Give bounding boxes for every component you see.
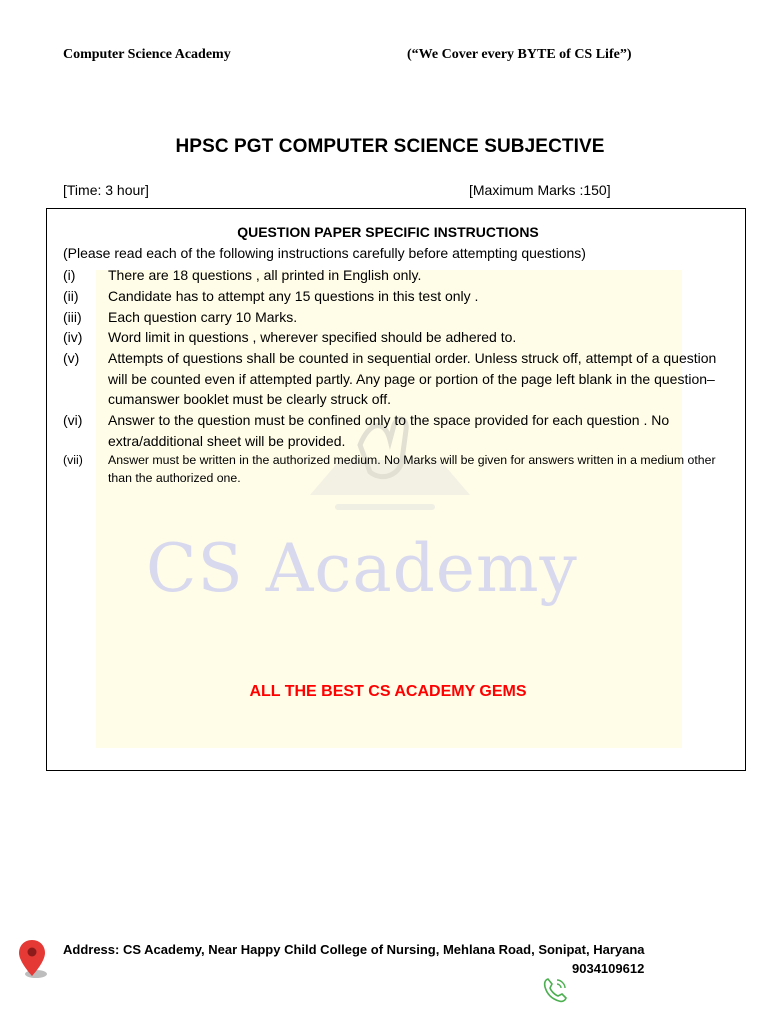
best-wishes-text: ALL THE BEST CS ACADEMY GEMS [249, 683, 527, 700]
instruction-text: Word limit in questions , wherever specified should be adhered to. [108, 329, 517, 345]
instruction-text: There are 18 questions , all printed in English only. [108, 267, 422, 283]
instructions-subtitle: (Please read each of the following instructions carefully before attempting questions) [63, 245, 586, 261]
max-marks-label: [Maximum Marks :150] [469, 182, 611, 198]
page-title: HPSC PGT COMPUTER SCIENCE SUBJECTIVE [175, 136, 605, 157]
header-academy-name: Computer Science Academy [63, 47, 231, 62]
instruction-text: Answer to the question must be confined only to the space provided for each question . No extra/additional sheet will be provided. [108, 412, 670, 449]
instructions-title: QUESTION PAPER SPECIFIC INSTRUCTIONS [237, 224, 539, 240]
instruction-text: Answer must be written in the authorized medium. No Marks will be given for answers written in a medium other than the authorized one. [108, 453, 716, 485]
location-pin-icon [16, 938, 48, 980]
instruction-number: (ii) [63, 288, 79, 304]
instruction-text: Candidate has to attempt any 15 questions in this test only . [108, 288, 479, 304]
time-label: [Time: 3 hour] [63, 182, 149, 198]
instruction-number: (iv) [63, 329, 83, 345]
footer-address: Address: CS Academy, Near Happy Child College of Nursing, Mehlana Road, Sonipat, Haryana [63, 942, 645, 957]
footer-phone: 9034109612 [572, 961, 645, 976]
watermark-text: CS Academy [146, 530, 578, 607]
instruction-number: (iii) [63, 309, 82, 325]
phone-icon [540, 975, 570, 1005]
instruction-text: Each question carry 10 Marks. [108, 309, 298, 325]
instruction-number: (vi) [63, 412, 83, 428]
header-tagline: (“We Cover every BYTE of CS Life”) [407, 47, 632, 62]
instruction-number: (v) [63, 350, 80, 366]
instruction-text: Attempts of questions shall be counted in sequential order. Unless struck off, attempt of a question will be counted even if attempted partly. Any page or portion of the page left blank in the question–cumanswer booklet must be clearly struck off. [108, 350, 717, 407]
instruction-number: (i) [63, 267, 76, 283]
instruction-number: (vii) [63, 453, 83, 467]
